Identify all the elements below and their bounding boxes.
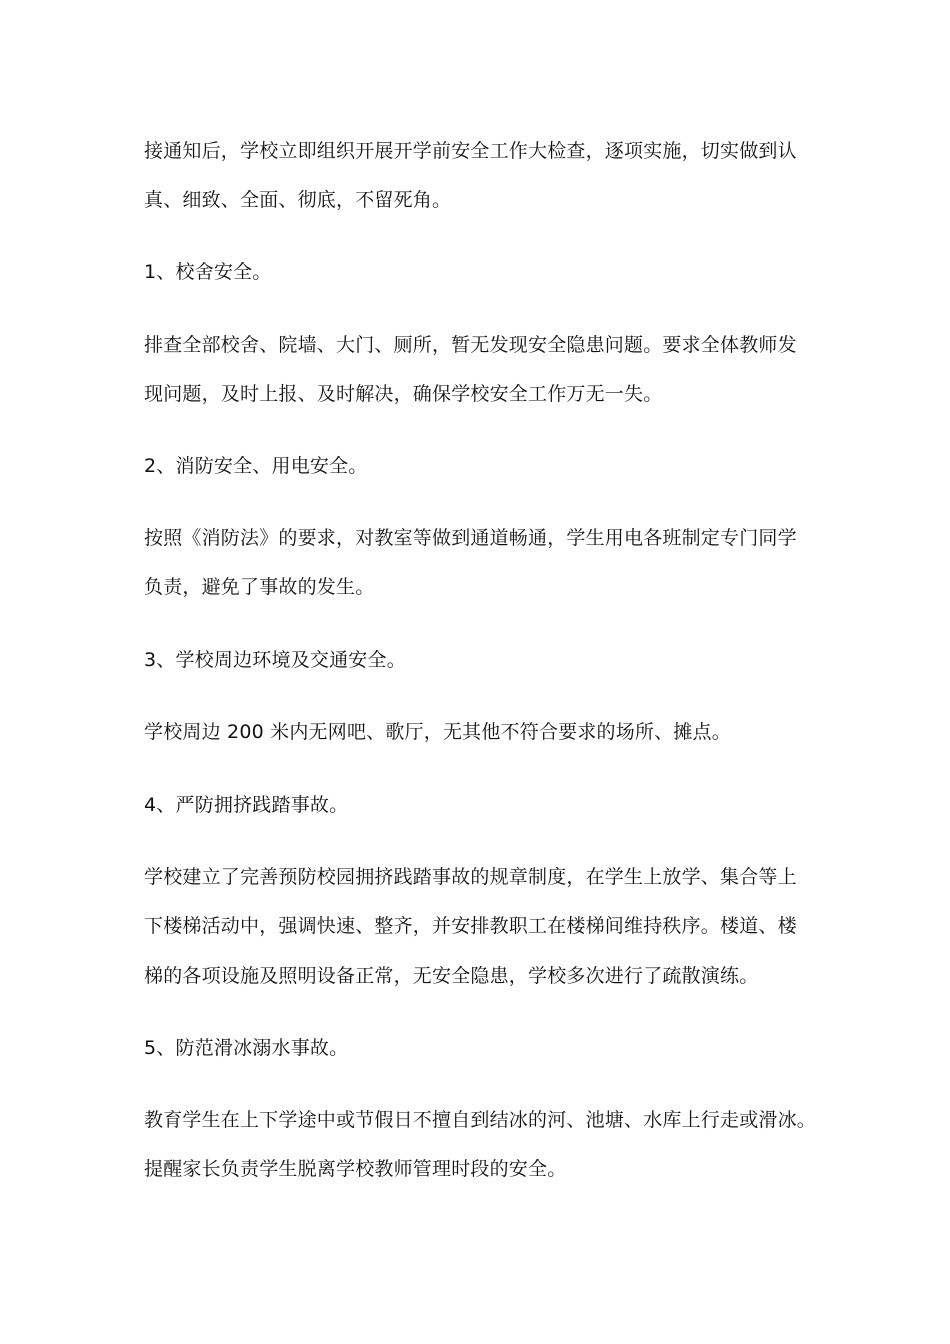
paragraph-4-line-2: 下楼梯活动中，强调快速、整齐，并安排教职工在楼梯间维持秩序。楼道、楼 [144, 915, 797, 937]
paragraph-4-line-1: 学校建立了完善预防校园拥挤践踏事故的规章制度，在学生上放学、集合等上 [144, 866, 797, 888]
heading-2: 2、消防安全、用电安全。 [144, 455, 368, 477]
paragraph-1-line-2: 现问题，及时上报、及时解决，确保学校安全工作万无一失。 [144, 383, 663, 405]
paragraph-1-line-1: 排查全部校舍、院墙、大门、厕所，暂无发现安全隐患问题。要求全体教师发 [144, 334, 797, 356]
heading-5: 5、防范滑冰溺水事故。 [144, 1037, 349, 1059]
heading-1: 1、校舍安全。 [144, 261, 272, 283]
heading-4: 4、严防拥挤践踏事故。 [144, 794, 349, 816]
paragraph-5-line-1: 教育学生在上下学途中或节假日不擅自到结冰的河、池塘、水库上行走或滑冰。 [144, 1109, 817, 1131]
paragraph-intro-line-2: 真、细致、全面、彻底，不留死角。 [144, 189, 452, 211]
paragraph-3-line-1: 学校周边 200 米内无网吧、歌厅，无其他不符合要求的场所、摊点。 [144, 721, 731, 743]
paragraph-2-line-1: 按照《消防法》的要求，对教室等做到通道畅通，学生用电各班制定专门同学 [144, 527, 797, 549]
paragraph-2-line-2: 负责，避免了事故的发生。 [144, 576, 375, 598]
paragraph-intro-line-1: 接通知后，学校立即组织开展开学前安全工作大检查，逐项实施，切实做到认 [144, 140, 797, 162]
paragraph-4-line-3: 梯的各项设施及照明设备正常，无安全隐患，学校多次进行了疏散演练。 [144, 965, 759, 987]
heading-3: 3、学校周边环境及交通安全。 [144, 649, 406, 671]
paragraph-5-line-2: 提醒家长负责学生脱离学校教师管理时段的安全。 [144, 1158, 567, 1180]
